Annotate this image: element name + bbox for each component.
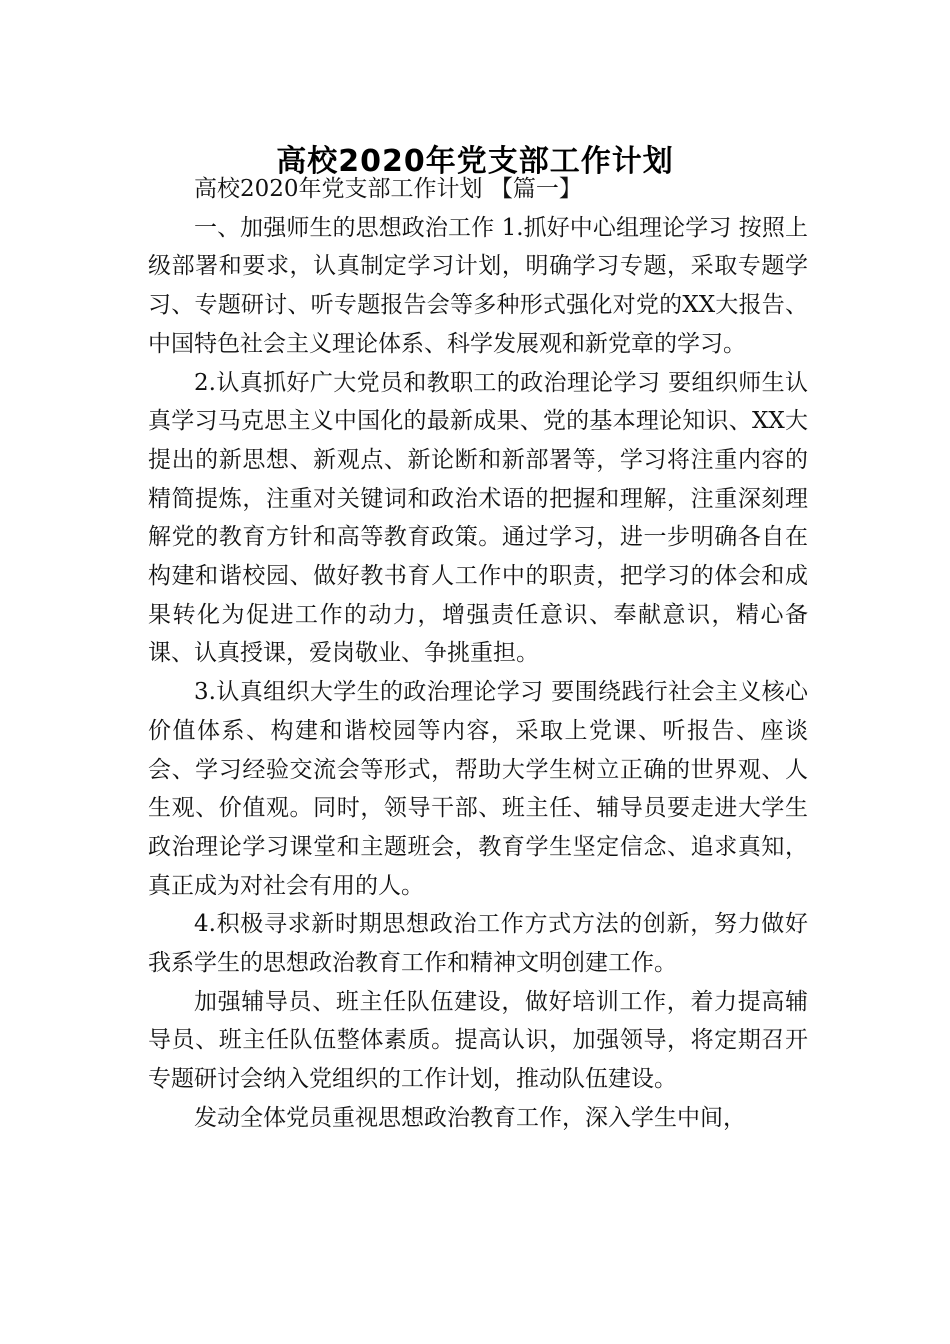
- paragraph-subtitle: 高校2020年党支部工作计划 【篇一】: [194, 176, 582, 202]
- paragraph-team-building: 加强辅导员、班主任队伍建设，做好培训工作，着力提高辅导员、班主任队伍整体素质。提高认识，加强领导，将定期召开专题研讨会纳入党组织的工作计划，推动队伍建设。: [148, 988, 808, 1093]
- paragraph-item-2: 2.认真抓好广大党员和教职工的政治理论学习 要组织师生认真学习马克思主义中国化的最新成果、党的基本理论知识、XX大提出的新思想、新观点、新论断和新部署等，学习将注重内容的精简提炼，注重对关键词和政治术语的把握和理解，注重深刻理解党的教育方针和高等教育政策。通过学习，进一步明确各自在构建和谐校园、做好教书育人工作中的职责，把学习的体会和成果转化为促进工作的动力，增强责任意识、奉献意识，精心备课、认真授课，爱岗敬业、争挑重担。: [148, 369, 808, 667]
- document-title: 高校2020年党支部工作计划: [276, 144, 674, 180]
- document-body: [148, 170, 808, 1138]
- paragraph-item-3: 3.认真组织大学生的政治理论学习 要围绕践行社会主义核心价值体系、构建和谐校园等内容，采取上党课、听报告、座谈会、学习经验交流会等形式，帮助大学生树立正确的世界观、人生观、价值观。同时，领导干部、班主任、辅导员要走进大学生政治理论学习课堂和主题班会，教育学生坚定信念、追求真知，真正成为对社会有用的人。: [148, 679, 808, 899]
- paragraph-item-4: 4.积极寻求新时期思想政治工作方式方法的创新，努力做好我系学生的思想政治教育工作和精神文明创建工作。: [148, 911, 808, 977]
- paragraph-mobilize-members: 发动全体党员重视思想政治教育工作，深入学生中间，: [194, 1104, 746, 1131]
- paragraph-section-1: 一、加强师生的思想政治工作 1.抓好中心组理论学习 按照上级部署和要求，认真制定学习计划，明确学习专题，采取专题学习、专题研讨、听专题报告会等多种形式强化对党的XX大报告、中国特色社会主义理论体系、科学发展观和新党章的学习。: [148, 214, 808, 357]
